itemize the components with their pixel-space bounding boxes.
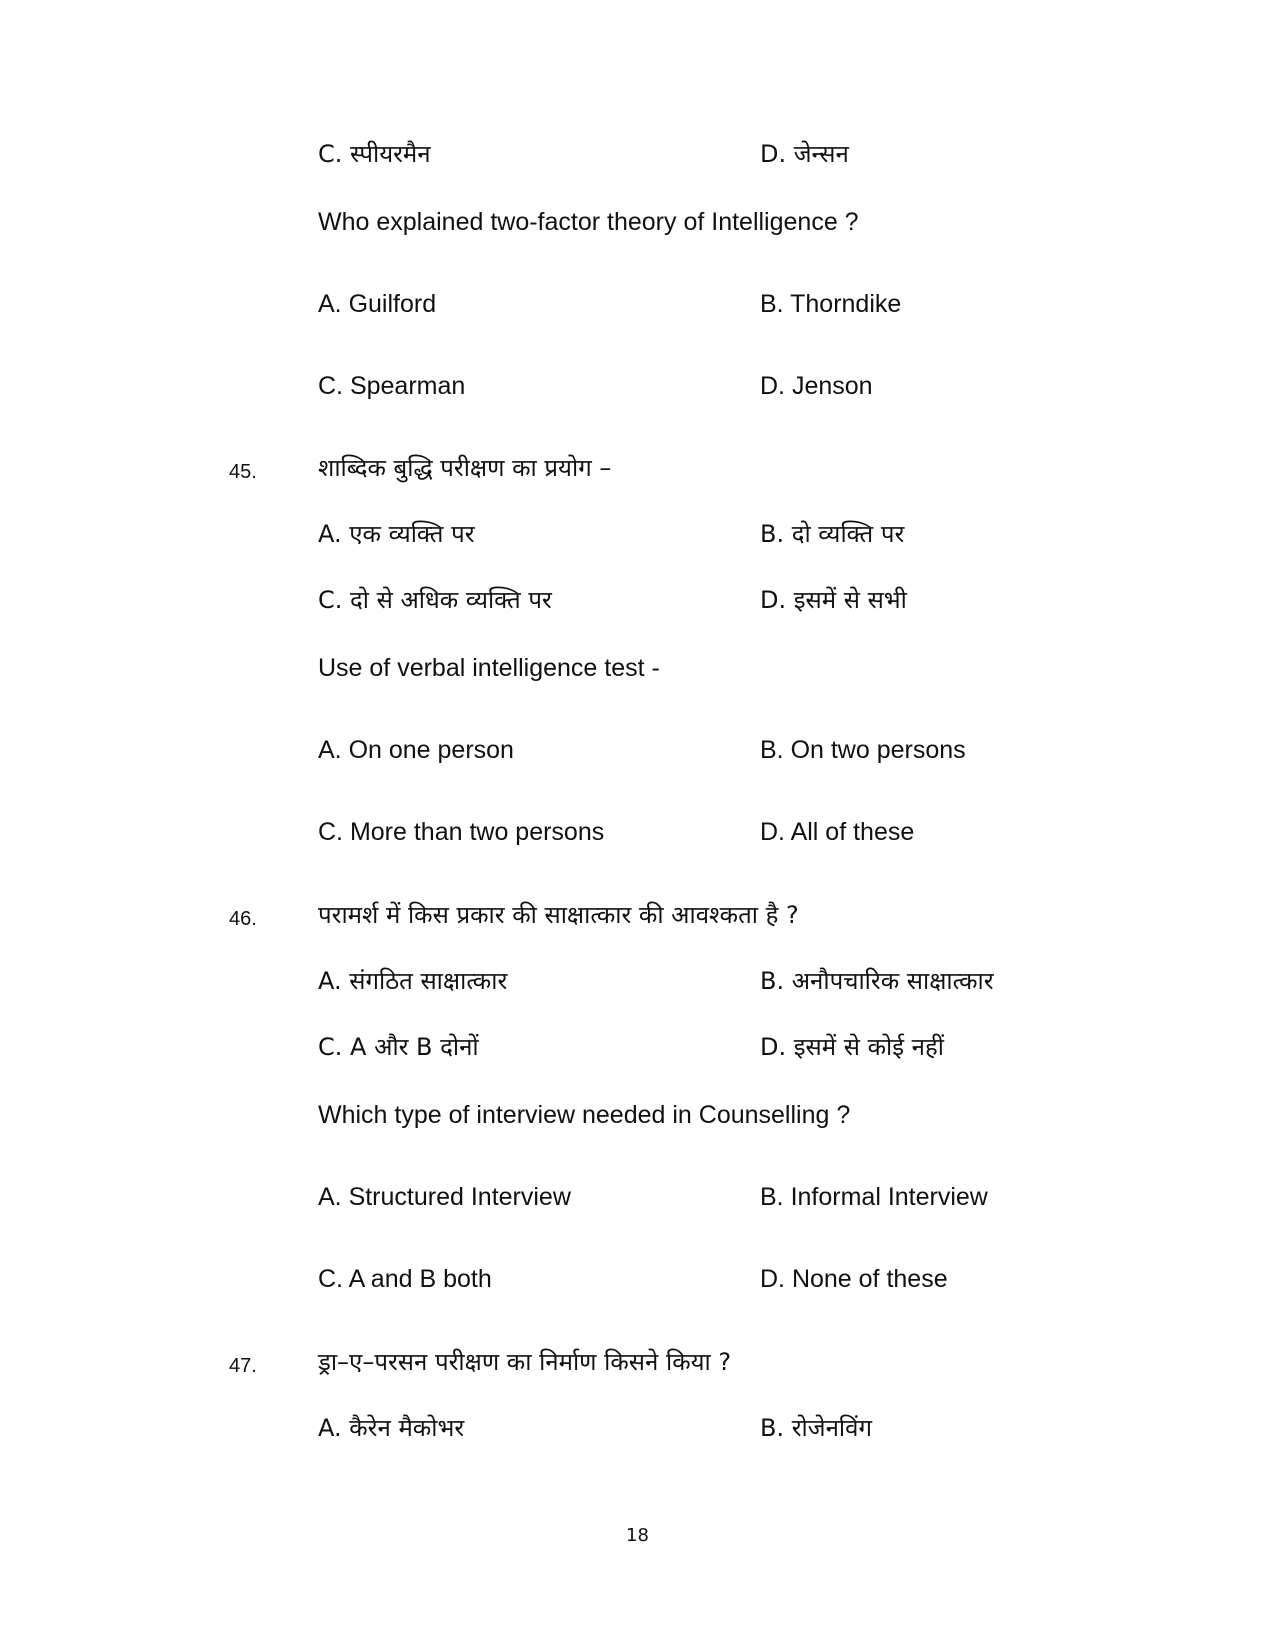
q46-en-option-d: D. None of these <box>760 1265 948 1293</box>
q46-hi-option-d: D. इसमें से कोई नहीं <box>760 1033 944 1061</box>
q46-en-stem: Which type of interview needed in Counselling ? <box>318 1101 851 1129</box>
q45-en-option-b: B. On two persons <box>760 736 966 764</box>
q47-hi-option-b: B. रोजेनविंग <box>760 1414 872 1442</box>
q45-hi-stem: शाब्दिक बुद्धि परीक्षण का प्रयोग – <box>318 454 612 482</box>
q45-number: 45. <box>229 461 257 483</box>
q44-en-option-d: D. Jenson <box>760 372 873 400</box>
q45-en-stem: Use of verbal intelligence test - <box>318 654 660 682</box>
q45-en-option-c: C. More than two persons <box>318 818 605 846</box>
q47-hi-stem: ड्रा–ए–परसन परीक्षण का निर्माण किसने किया ? <box>318 1348 732 1376</box>
q46-number: 46. <box>229 908 257 930</box>
q44-hi-option-d: D. जेन्सन <box>760 140 849 168</box>
q46-hi-stem: परामर्श में किस प्रकार की साक्षात्कार की आवश्कता है ? <box>318 901 799 929</box>
q45-en-option-d: D. All of these <box>760 818 915 846</box>
q46-hi-option-c: C. A और B दोनों <box>318 1033 479 1061</box>
q44-en-option-c: C. Spearman <box>318 372 466 400</box>
q47-number: 47. <box>229 1355 257 1377</box>
q45-hi-option-a: A. एक व्यक्ति पर <box>318 520 475 548</box>
q44-en-option-a: A. Guilford <box>318 290 437 318</box>
q46-en-option-a: A. Structured Interview <box>318 1183 571 1211</box>
q46-hi-option-b: B. अनौपचारिक साक्षात्कार <box>760 967 994 995</box>
q45-hi-option-b: B. दो व्यक्ति पर <box>760 520 905 548</box>
q46-en-option-b: B. Informal Interview <box>760 1183 988 1211</box>
q45-hi-option-c: C. दो से अधिक व्यक्ति पर <box>318 586 552 614</box>
q44-hi-option-c: C. स्पीयरमैन <box>318 140 431 168</box>
page-number: 18 <box>626 1525 649 1546</box>
q46-hi-option-a: A. संगठित साक्षात्कार <box>318 967 508 995</box>
q46-en-option-c: C. A and B both <box>318 1265 492 1293</box>
q44-en-stem: Who explained two-factor theory of Intelligence ? <box>318 208 859 236</box>
q47-hi-option-a: A. कैरेन मैकोभर <box>318 1414 465 1442</box>
q44-en-option-b: B. Thorndike <box>760 290 902 318</box>
q45-hi-option-d: D. इसमें से सभी <box>760 586 907 614</box>
q45-en-option-a: A. On one person <box>318 736 514 764</box>
